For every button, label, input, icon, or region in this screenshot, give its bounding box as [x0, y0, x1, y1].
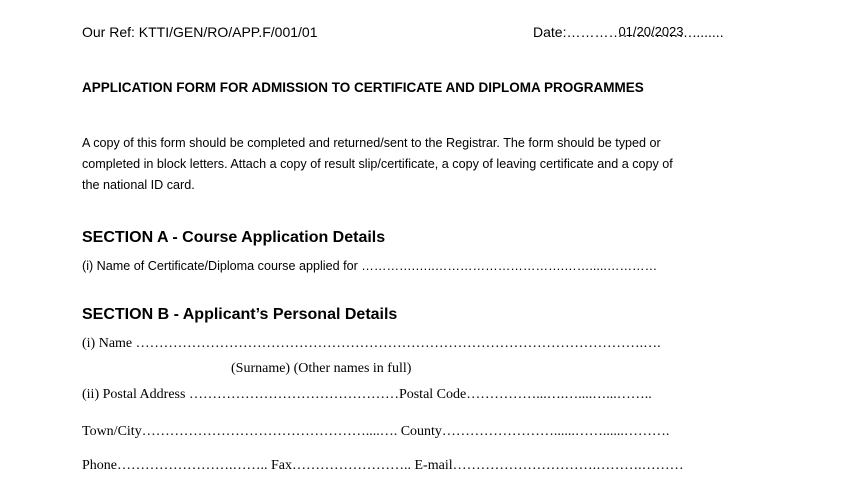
- town-county-field[interactable]: Town/City…………………………………………....…. County……………………......……......……….: [82, 424, 670, 439]
- instructions-line: A copy of this form should be completed and returned/sent to the Registrar. The form should be typed or: [82, 136, 661, 150]
- instructions-line: the national ID card.: [82, 178, 195, 192]
- applicant-name-field[interactable]: (i) Name ……………………………………………………………………………………………….….: [82, 336, 661, 351]
- phone-fax-email-field[interactable]: Phone…………………….…….. Fax…………………….. E-mail………………………….……….………: [82, 458, 684, 473]
- course-name-field[interactable]: (i) Name of Certificate/Diploma course applied for ………….…..………………………….…….....…………: [82, 259, 658, 273]
- instructions-paragraph: [82, 133, 762, 196]
- section-b-heading: SECTION B - Applicant’s Personal Details: [82, 306, 398, 323]
- section-a-heading: SECTION A - Course Application Details: [82, 229, 386, 246]
- instructions-line: completed in block letters. Attach a copy of result slip/certificate, a copy of leaving certificate and a copy of: [82, 157, 673, 171]
- name-field-caption: (Surname) (Other names in full): [231, 361, 412, 376]
- form-title: APPLICATION FORM FOR ADMISSION TO CERTIFICATE AND DIPLOMA PROGRAMMES: [82, 80, 644, 95]
- postal-address-field[interactable]: (ii) Postal Address ………………………………………Postal Code……………...….…....…...……..: [82, 387, 652, 402]
- date-label: Date:………………………........: [533, 24, 724, 40]
- date-field[interactable]: [612, 22, 690, 40]
- reference-number: Our Ref: KTTI/GEN/RO/APP.F/001/01: [82, 24, 318, 40]
